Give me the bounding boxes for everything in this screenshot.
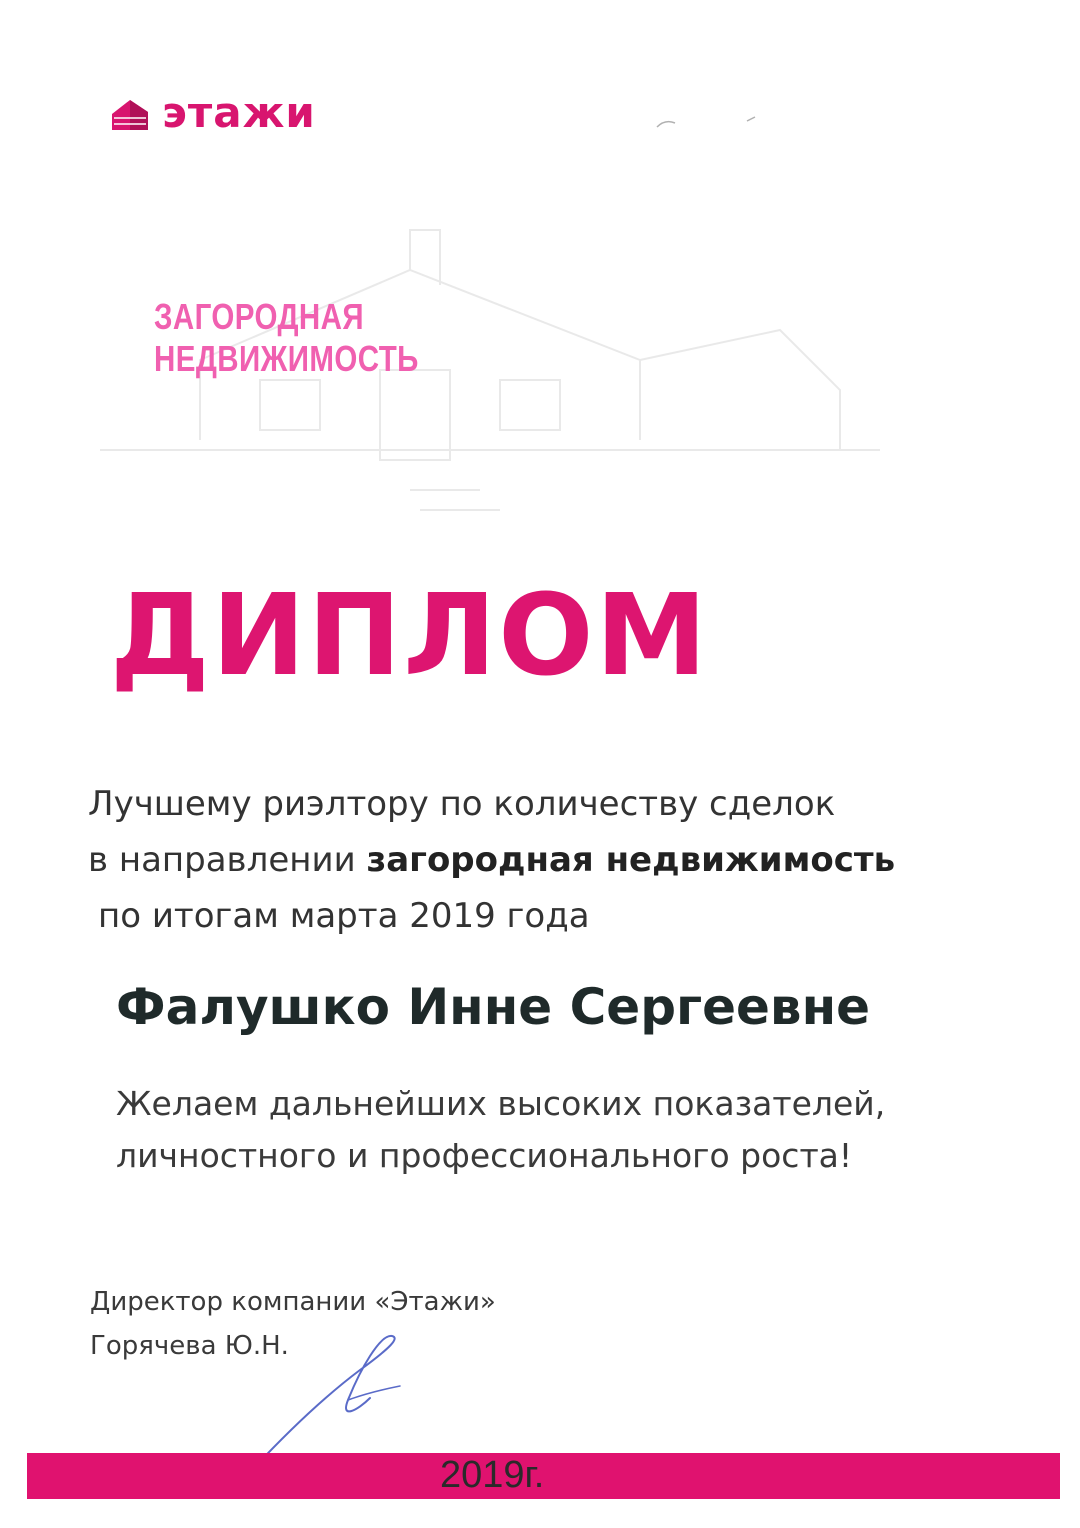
section-label-line1: ЗАГОРОДНАЯ	[154, 296, 364, 337]
brand-name: этажи	[162, 88, 316, 137]
award-line-3: по итогам марта 2019 года	[98, 896, 590, 936]
wish-line-2: личностного и профессионального роста!	[116, 1136, 853, 1175]
section-label	[154, 296, 419, 380]
award-line-1: Лучшему риэлтору по количеству сделок	[88, 784, 836, 824]
diploma-title: ДИПЛОМ	[110, 571, 709, 701]
award-category: загородная недвижимость	[366, 840, 896, 880]
award-line-2	[88, 832, 895, 888]
wish-text	[116, 1078, 885, 1182]
signatory-role: Директор компании «Этажи»	[90, 1287, 496, 1317]
company-logo	[110, 88, 316, 138]
section-label-line2: НЕДВИЖИМОСТЬ	[154, 338, 419, 379]
pen-mark	[655, 115, 765, 131]
wish-line-1: Желаем дальнейших высоких показателей,	[116, 1084, 886, 1123]
award-line-2-prefix: в направлении	[88, 840, 367, 880]
building-logo-icon	[110, 96, 150, 130]
footer-year: 2019г.	[440, 1454, 545, 1496]
award-description	[88, 776, 895, 944]
signatory-name: Горячева Ю.Н.	[90, 1331, 289, 1361]
recipient-name: Фалушко Инне Сергеевне	[116, 978, 871, 1036]
